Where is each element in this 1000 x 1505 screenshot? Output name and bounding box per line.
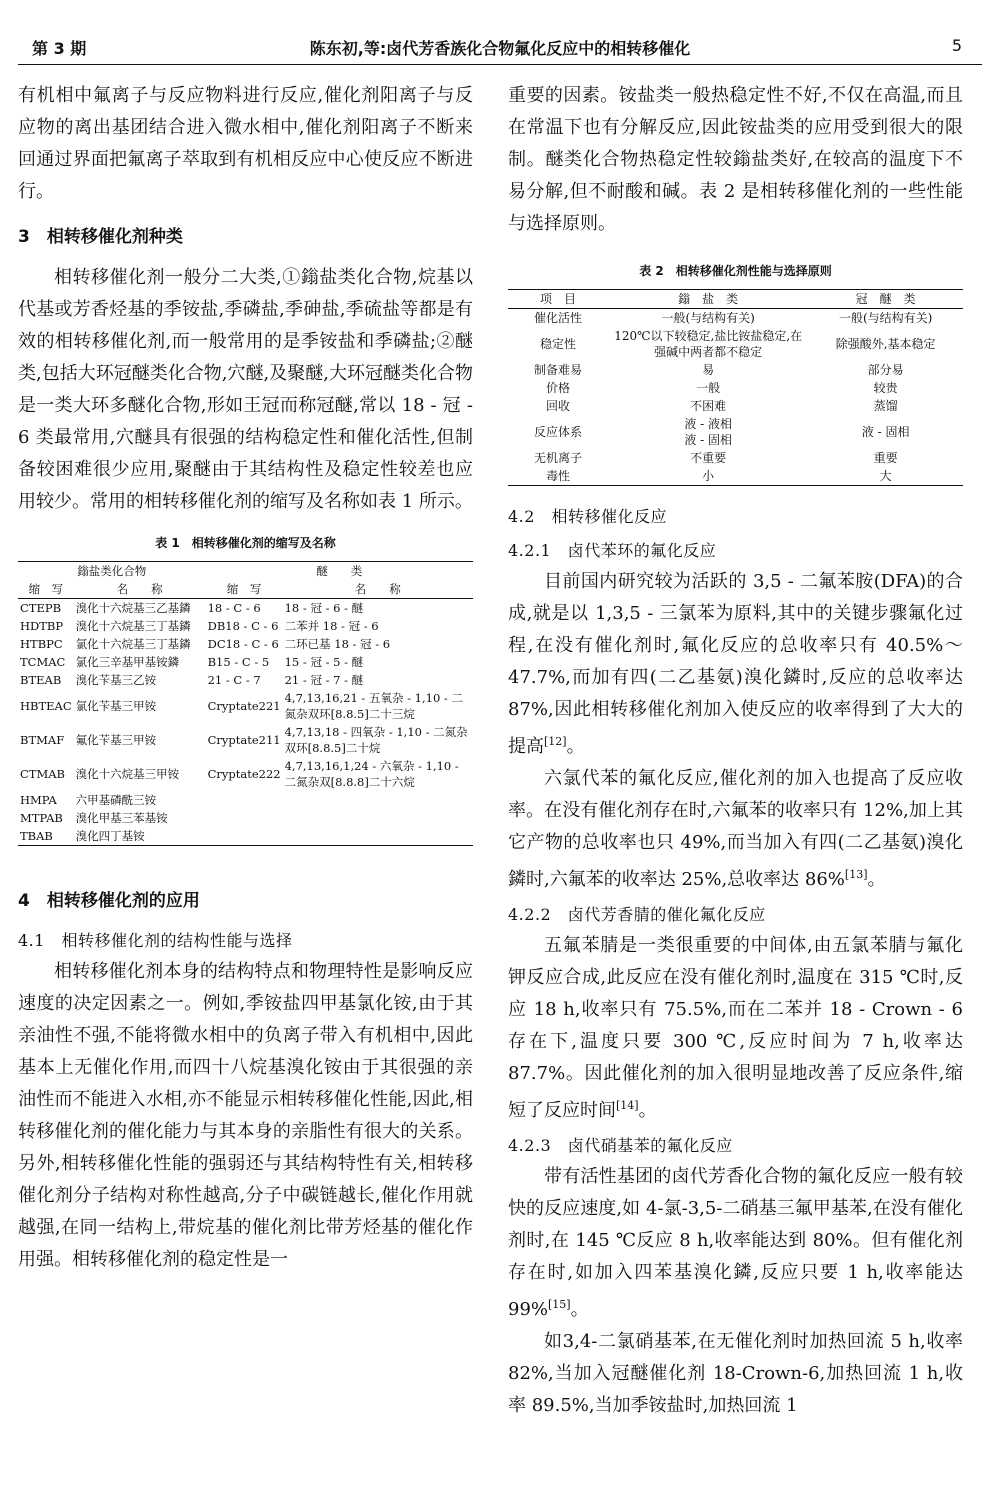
table-2-cell: 回收 <box>546 399 571 413</box>
table-1-cell <box>206 827 283 846</box>
continued-paragraph: 重要的因素。铵盐类一般热稳定性不好,不仅在高温,而且在常温下也有分解反应,因此铵盐类的应用受到很大的限制。醚类化合物热稳定性较鎓盐类好,在较高的温度下不易分解,但不耐酸和碱。表 2 是相转移催化剂的一些性能与选择原则。 <box>508 85 963 234</box>
section-4-1-paragraph: 相转移催化剂本身的结构特点和物理特性是影响反应速度的决定因素之一。例如,季铵盐四甲基氯化铵,由于其亲油性不强,不能将微水相中的负离子带入有机相中,因此基本上无催化作用,而四十八烷基溴化铵由于其很强的亲油性而不能进入水相,亦不能显示相转移催化性能,因此,相转移催化剂的催化能力与其本身的亲脂性有很大的关系。另外,相转移催化性能的强弱还与其结构特性有关,相转移催化剂分子结构对称性越高,分子中碳链越长,催化作用就越强,在同一结构上,带烷基的催化剂比带芳烃基的催化作用强。相转移催化剂的稳定性是一 <box>18 961 473 1270</box>
table-1-group-ether: 醚 类 <box>206 562 473 581</box>
table-1-body <box>18 599 473 846</box>
table-1-row <box>18 671 473 689</box>
table-1-cell: DB18 - C - 6 <box>207 619 279 633</box>
table-1-cell: HMPA <box>20 793 57 807</box>
table-1-cell <box>206 809 283 827</box>
table-2-cell: 价格 <box>546 381 571 395</box>
section-4-2-2-heading: 4.2.2 卤代芳香腈的催化氟化反应 <box>508 905 766 924</box>
table-1-cell: HBTEAC <box>20 699 72 713</box>
table-1-cell: TBAB <box>18 827 74 846</box>
citation-12: [12] <box>544 735 567 748</box>
table-1-col-name2: 名 称 <box>283 580 473 599</box>
table-2-col-item: 项 目 <box>508 290 608 309</box>
table-1-cell <box>206 791 283 809</box>
table-1-cell: 溴化四丁基铵 <box>74 827 206 846</box>
table-1-row <box>18 757 473 791</box>
table-1-group-onium: 鎓盐类化合物 <box>18 562 206 581</box>
table-1-row <box>18 635 473 653</box>
table-1-cell: 氯化苄基三甲铵 <box>75 699 157 713</box>
table-1-cell: 21 - 冠 - 7 - 醚 <box>284 673 364 687</box>
table-2-cell: 无机离子 <box>534 451 583 465</box>
table-1-row <box>18 599 473 618</box>
table-1-cell: 溴化十六烷基三甲铵 <box>75 767 180 781</box>
table-2-row <box>508 397 963 415</box>
running-header <box>18 30 982 65</box>
table-1-col-abbr2: 缩 写 <box>206 580 283 599</box>
page-number: 5 <box>951 36 962 55</box>
table-2-cell: 不困难 <box>690 399 727 413</box>
table-1-cell: 21 - C - 7 <box>207 673 261 687</box>
section-4-heading: 4 相转移催化剂的应用 <box>18 891 200 911</box>
table-1-row <box>18 827 473 846</box>
section-4-2-heading: 4.2 相转移催化反应 <box>508 507 667 526</box>
table-2-cell: 部分易 <box>867 363 904 377</box>
table-1-cell: 溴化十六烷基三丁基鏻 <box>75 619 191 633</box>
table-1-row <box>18 791 473 809</box>
table-1-cell: HTBPC <box>20 637 63 651</box>
table-2-cell: 液 - 液相 液 - 固相 <box>684 417 733 447</box>
table-2-cell: 一般 <box>696 381 721 395</box>
table-2 <box>508 289 963 486</box>
section-4-2-1-paragraph-2: 六氯代苯的氟化反应,催化剂的加入也提高了反应收率。在没有催化剂存在时,六氟苯的收率只有 12%,加上其它产物的总收率也只 49%,而当加入有四(二乙基氨)溴化鏻时,六氟苯的收率达 25%,总收率达 86%[13]。 <box>508 768 963 890</box>
table-1-cell: 氯化三辛基甲基铵鏻 <box>75 655 180 669</box>
table-1-cell: Cryptate222 <box>207 767 281 781</box>
table-1 <box>18 561 473 846</box>
citation-13: [13] <box>844 868 868 881</box>
table-2-cell: 不重要 <box>690 451 727 465</box>
table-2-row <box>508 379 963 397</box>
table-1-cell: Cryptate211 <box>207 733 281 747</box>
table-2-col-crown: 冠 醚 类 <box>808 290 963 309</box>
table-1-cell: 18 - 冠 - 6 - 醚 <box>284 601 364 615</box>
table-1-cell: 氟化苄基三甲铵 <box>75 733 157 747</box>
table-1-cell: MTPAB <box>20 811 63 825</box>
section-4-1-heading: 4.1 相转移催化剂的结构性能与选择 <box>18 931 293 950</box>
table-2-row <box>508 309 963 328</box>
table-2-cell: 液 - 固相 <box>861 425 910 439</box>
section-4-2-3-heading: 4.2.3 卤代硝基苯的氟化反应 <box>508 1136 733 1155</box>
table-2-body <box>508 309 963 486</box>
table-1-row <box>18 653 473 671</box>
table-1-cell <box>283 809 473 827</box>
table-2-col-onium: 鎓 盐 类 <box>608 290 808 309</box>
right-column <box>508 80 963 1422</box>
table-2-row <box>508 361 963 379</box>
section-4-2-1-paragraph-1: 目前国内研究较为活跃的 3,5 - 二氟苯胺(DFA)的合成,就是以 1,3,5 - 三氯苯为原料,其中的关键步骤氟化过程,在没有催化剂时,氟化反应的总收率只有 40.5%～47.7%,而加有四(二乙基氨)溴化鏻时,反应的总收率达 87%,因此相转移催化剂加入使反应的收率得到了大大的提高[12]。 <box>508 571 963 757</box>
table-2-cell: 稳定性 <box>540 337 577 351</box>
table-1-caption: 表 1 相转移催化剂的缩写及名称 <box>155 536 336 550</box>
table-2-cell: 易 <box>702 363 715 377</box>
table-1-row <box>18 689 473 723</box>
table-2-row <box>508 467 963 486</box>
table-2-cell: 一般(与结构有关) <box>661 311 755 325</box>
table-2-cell: 小 <box>608 467 808 486</box>
left-column <box>18 80 473 1276</box>
table-1-row <box>18 617 473 635</box>
table-1-cell: 15 - 冠 - 5 - 醚 <box>284 655 364 669</box>
table-2-cell: 重要 <box>873 451 898 465</box>
table-1-col-name1: 名 称 <box>74 580 206 599</box>
table-1-cell: Cryptate221 <box>207 699 281 713</box>
table-2-row <box>508 449 963 467</box>
table-1-row <box>18 723 473 757</box>
citation-14: [14] <box>616 1099 639 1112</box>
table-2-row <box>508 327 963 361</box>
table-2-cell: 一般(与结构有关) <box>838 311 933 325</box>
table-1-cell: 4,7,13,16,1,24 - 六氧杂 - 1,10 - 二氮杂双[8.8.8]二十六烷 <box>284 759 459 789</box>
table-2-cell: 蒸馏 <box>873 399 898 413</box>
table-1-cell: DC18 - C - 6 <box>207 637 279 651</box>
table-1-cell: 氯化十六烷基三丁基鏻 <box>75 637 191 651</box>
table-2-cell: 除强酸外,基本稳定 <box>835 337 936 351</box>
table-2-cell: 120℃以下较稳定,盐比铵盐稳定,在强碱中两者都不稳定 <box>614 329 803 359</box>
section-3-heading: 3 相转移催化剂种类 <box>18 227 183 247</box>
citation-15: [15] <box>548 1298 571 1311</box>
table-1-cell: BTEAB <box>20 673 62 687</box>
intro-paragraph: 有机相中氟离子与反应物料进行反应,催化剂阳离子与反应物的离出基团结合进入微水相中,催化剂阳离子不断来回通过界面把氟离子萃取到有机相反应中心使反应不断进行。 <box>18 85 473 202</box>
table-1-cell: 溴化甲基三苯基铵 <box>75 811 168 825</box>
table-1-cell: 溴化十六烷基三乙基鏻 <box>75 601 191 615</box>
table-2-row <box>508 415 963 449</box>
table-2-caption: 表 2 相转移催化剂性能与选择原则 <box>639 264 832 278</box>
running-title: 陈东初,等:卤代芳香族化合物氟化反应中的相转移催化 <box>309 39 691 58</box>
table-1-cell: BTMAF <box>20 733 65 747</box>
table-1-cell: 六甲基磷酰三铵 <box>75 793 157 807</box>
table-1-cell: 溴化苄基三乙铵 <box>75 673 157 687</box>
table-2-cell: 反应体系 <box>534 425 583 439</box>
table-1-cell: TCMAC <box>20 655 66 669</box>
section-4-2-3-paragraph-1: 带有活性基团的卤代芳香化合物的氟化反应一般有较快的反应速度,如 4-氯-3,5-二硝基三氟甲基苯,在没有催化剂时,在 145 ℃反应 8 h,收率能达到 80%。但有催化剂存在时,如加入四苯基溴化鏻,反应只要 1 h,收率能达 99%[15]。 <box>508 1166 963 1320</box>
table-1-cell: 4,7,13,18 - 四氧杂 - 1,10 - 二氮杂双环[8.8.5]二十烷 <box>284 725 468 755</box>
table-1-cell: CTEPB <box>20 601 62 615</box>
section-4-2-2-paragraph: 五氟苯腈是一类很重要的中间体,由五氯苯腈与氟化钾反应合成,此反应在没有催化剂时,温度在 315 ℃时,反应 18 h,收率只有 75.5%,而在二苯并 18 - Crown - 6 存在下,温度只要 300 ℃,反应时间为 7 h,收率达 87.7%。因此催化剂的加入很明显地改善了反应条件,缩短了反应时间[14]。 <box>508 935 963 1121</box>
section-3-paragraph: 相转移催化剂一般分二大类,①鎓盐类化合物,烷基以代基或芳香烃基的季铵盐,季磷盐,季砷盐,季硫盐等都是有效的相转移催化剂,而一般常用的是季铵盐和季磷盐;②醚类,包括大环冠醚类化合物,穴醚,及聚醚,大环冠醚类化合物是一类大环多醚化合物,形如王冠而称冠醚,常以 18 - 冠 - 6 类最常用,穴醚具有很强的结构稳定性和催化活性,但制备较困难很少应用,聚醚由于其结构性及稳定性较差也应用较少。常用的相转移催化剂的缩写及名称如表 1 所示。 <box>18 267 473 512</box>
table-2-cell: 较贵 <box>873 381 898 395</box>
table-2-cell: 制备难易 <box>534 363 583 377</box>
section-4-2-1-heading: 4.2.1 卤代苯环的氟化反应 <box>508 541 717 560</box>
table-1-cell: 18 - C - 6 <box>207 601 261 615</box>
section-4-2-3-paragraph-2: 如3,4-二氯硝基苯,在无催化剂时加热回流 5 h,收率 82%,当加入冠醚催化剂 18-Crown-6,加热回流 1 h,收率 89.5%,当加季铵盐时,加热回流 1 <box>508 1331 963 1416</box>
table-1-cell <box>283 827 473 846</box>
table-1-cell: CTMAB <box>20 767 66 781</box>
table-1-cell: 二环已基 18 - 冠 - 6 <box>284 637 391 651</box>
table-1-col-abbr1: 缩 写 <box>18 580 74 599</box>
table-1-cell <box>283 791 473 809</box>
table-1-row <box>18 809 473 827</box>
table-2-cell: 大 <box>808 467 963 486</box>
table-2-cell: 毒性 <box>508 467 608 486</box>
table-1-cell: HDTBP <box>20 619 64 633</box>
issue-number: 第 3 期 <box>32 39 87 58</box>
table-1-cell: 二苯并 18 - 冠 - 6 <box>284 619 379 633</box>
table-1-cell: B15 - C - 5 <box>207 655 270 669</box>
table-2-cell: 催化活性 <box>534 311 583 325</box>
table-1-cell: 4,7,13,16,21 - 五氧杂 - 1,10 - 二氮杂双环[8.8.5]二十三烷 <box>284 691 463 721</box>
